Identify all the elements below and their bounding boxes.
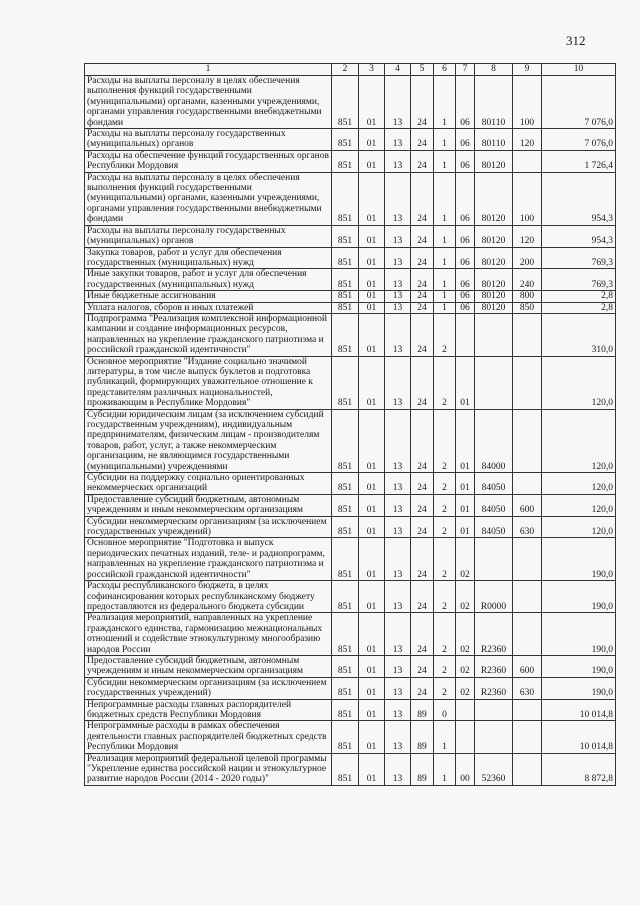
subsection-code: 13 <box>385 409 411 472</box>
section-code: 01 <box>359 302 385 313</box>
subprogram-code: 2 <box>434 313 456 356</box>
direction-code: R2360 <box>475 655 513 677</box>
ministry-code: 851 <box>332 269 359 291</box>
row-name: Закупка товаров, работ и услуг для обеспечения государственных (муниципальных) нужд <box>85 247 332 269</box>
column-header: 7 <box>456 64 475 76</box>
program-code: 89 <box>411 753 434 785</box>
section-code: 01 <box>359 613 385 656</box>
expense-type-code: 850 <box>513 302 542 313</box>
table-row <box>85 225 616 247</box>
event-code: 02 <box>456 613 475 656</box>
event-code: 06 <box>456 269 475 291</box>
row-amount: 190,0 <box>542 538 616 581</box>
row-amount: 954,3 <box>542 225 616 247</box>
section-code: 01 <box>359 473 385 495</box>
table-header-row <box>85 64 616 76</box>
row-amount: 120,0 <box>542 516 616 538</box>
event-code: 06 <box>456 291 475 302</box>
row-name: Субсидии юридическим лицам (за исключением субсидий государственным учреждениям), индивидуальным предпринимателям, физическим лицам - производителям товаров, работ, услуг, а также некоммерческим организациям, не являющимся государственными (муниципальными) учреждениями <box>85 409 332 472</box>
ministry-code: 851 <box>332 473 359 495</box>
subsection-code: 13 <box>385 356 411 409</box>
subsection-code: 13 <box>385 753 411 785</box>
expense-type-code <box>513 699 542 721</box>
program-code: 24 <box>411 356 434 409</box>
event-code: 01 <box>456 516 475 538</box>
direction-code: 52360 <box>475 753 513 785</box>
section-code: 01 <box>359 247 385 269</box>
subsection-code: 13 <box>385 225 411 247</box>
program-code: 24 <box>411 172 434 225</box>
event-code: 06 <box>456 129 475 151</box>
section-code: 01 <box>359 269 385 291</box>
subprogram-code: 1 <box>434 225 456 247</box>
subsection-code: 13 <box>385 269 411 291</box>
subprogram-code: 1 <box>434 269 456 291</box>
table-row <box>85 129 616 151</box>
subprogram-code: 1 <box>434 129 456 151</box>
subsection-code: 13 <box>385 538 411 581</box>
subprogram-code: 2 <box>434 655 456 677</box>
program-code: 24 <box>411 409 434 472</box>
subsection-code: 13 <box>385 655 411 677</box>
section-code: 01 <box>359 538 385 581</box>
subprogram-code: 1 <box>434 302 456 313</box>
subprogram-code: 1 <box>434 76 456 129</box>
budget-table <box>84 63 616 786</box>
row-amount: 7 076,0 <box>542 129 616 151</box>
program-code: 89 <box>411 721 434 753</box>
ministry-code: 851 <box>332 356 359 409</box>
direction-code: 84000 <box>475 409 513 472</box>
subsection-code: 13 <box>385 581 411 613</box>
subprogram-code: 1 <box>434 247 456 269</box>
row-name: Непрограммные расходы главных распорядителей бюджетных средств Республики Мордовия <box>85 699 332 721</box>
event-code: 06 <box>456 247 475 269</box>
table-row <box>85 581 616 613</box>
row-name: Подпрограмма "Реализация комплексной информационной кампании и создание информационных ресурсов, направленных на укрепление гражданского патриотизма и российской гражданской идентичности" <box>85 313 332 356</box>
program-code: 24 <box>411 247 434 269</box>
subprogram-code: 1 <box>434 721 456 753</box>
row-name: Расходы республиканского бюджета, в целях софинансирования которых республиканскому бюджету предоставляются из федерального бюджета субсидии <box>85 581 332 613</box>
direction-code <box>475 538 513 581</box>
column-header: 4 <box>385 64 411 76</box>
column-header: 1 <box>85 64 332 76</box>
row-name: Уплата налогов, сборов и иных платежей <box>85 302 332 313</box>
ministry-code: 851 <box>332 753 359 785</box>
row-name: Предоставление субсидий бюджетным, автономным учреждениям и иным некоммерческим организациям <box>85 655 332 677</box>
row-name: Расходы на выплаты персоналу в целях обеспечения выполнения функций государственными (муниципальными) органами, казенными учреждениями, органами управления государственными внебюджетными фондами <box>85 76 332 129</box>
direction-code <box>475 356 513 409</box>
program-code: 24 <box>411 655 434 677</box>
event-code: 01 <box>456 494 475 516</box>
program-code: 24 <box>411 150 434 172</box>
program-code: 24 <box>411 129 434 151</box>
row-name: Непрограммные расходы в рамках обеспечения деятельности главных распорядителей бюджетных средств Республики Мордовия <box>85 721 332 753</box>
row-name: Реализация мероприятий федеральной целевой программы "Укрепление единства российской нации и этнокультурное развитие народов России (2014 - 2020 годы)" <box>85 753 332 785</box>
section-code: 01 <box>359 409 385 472</box>
table-row <box>85 247 616 269</box>
program-code: 24 <box>411 473 434 495</box>
subsection-code: 13 <box>385 494 411 516</box>
subsection-code: 13 <box>385 172 411 225</box>
ministry-code: 851 <box>332 313 359 356</box>
subsection-code: 13 <box>385 473 411 495</box>
section-code: 01 <box>359 291 385 302</box>
row-amount: 190,0 <box>542 677 616 699</box>
expense-type-code: 120 <box>513 129 542 151</box>
subprogram-code: 2 <box>434 677 456 699</box>
table-row <box>85 76 616 129</box>
subsection-code: 13 <box>385 721 411 753</box>
event-code <box>456 313 475 356</box>
subsection-code: 13 <box>385 129 411 151</box>
section-code: 01 <box>359 699 385 721</box>
budget-table-body <box>85 76 616 786</box>
subprogram-code: 0 <box>434 699 456 721</box>
subsection-code: 13 <box>385 150 411 172</box>
ministry-code: 851 <box>332 677 359 699</box>
row-amount: 190,0 <box>542 613 616 656</box>
subsection-code: 13 <box>385 302 411 313</box>
event-code: 02 <box>456 538 475 581</box>
subprogram-code: 2 <box>434 473 456 495</box>
table-row <box>85 721 616 753</box>
subprogram-code: 2 <box>434 581 456 613</box>
row-amount: 10 014,8 <box>542 721 616 753</box>
row-amount: 769,3 <box>542 247 616 269</box>
row-amount: 2,8 <box>542 302 616 313</box>
ministry-code: 851 <box>332 538 359 581</box>
row-amount: 769,3 <box>542 269 616 291</box>
subprogram-code: 2 <box>434 356 456 409</box>
direction-code: 84050 <box>475 494 513 516</box>
direction-code: 84050 <box>475 516 513 538</box>
event-code: 06 <box>456 302 475 313</box>
event-code: 01 <box>456 473 475 495</box>
row-name: Расходы на выплаты персоналу в целях обеспечения выполнения функций государственными (муниципальными) органами, казенными учреждениями, органами управления государственными внебюджетными фондами <box>85 172 332 225</box>
direction-code: 80120 <box>475 302 513 313</box>
direction-code: 80110 <box>475 76 513 129</box>
section-code: 01 <box>359 581 385 613</box>
row-name: Основное мероприятие "Издание социально значимой литературы, в том числе выпуск буклетов и подготовка публикаций, формирующих уважительное отношение к представителям различных национальностей, проживающим в Республике Мордовия" <box>85 356 332 409</box>
direction-code: 80120 <box>475 172 513 225</box>
program-code: 24 <box>411 581 434 613</box>
page-number: 312 <box>566 33 586 48</box>
direction-code <box>475 721 513 753</box>
event-code <box>456 699 475 721</box>
event-code: 06 <box>456 172 475 225</box>
direction-code: 80120 <box>475 150 513 172</box>
row-name: Иные закупки товаров, работ и услуг для обеспечения государственных (муниципальных) нужд <box>85 269 332 291</box>
section-code: 01 <box>359 356 385 409</box>
column-header: 3 <box>359 64 385 76</box>
subprogram-code: 2 <box>434 538 456 581</box>
expense-type-code: 800 <box>513 291 542 302</box>
event-code: 06 <box>456 76 475 129</box>
expense-type-code: 200 <box>513 247 542 269</box>
expense-type-code: 600 <box>513 655 542 677</box>
event-code: 01 <box>456 356 475 409</box>
row-amount: 2,8 <box>542 291 616 302</box>
direction-code: R2360 <box>475 677 513 699</box>
section-code: 01 <box>359 753 385 785</box>
column-header: 2 <box>332 64 359 76</box>
expense-type-code <box>513 721 542 753</box>
direction-code: R2360 <box>475 613 513 656</box>
event-code: 06 <box>456 150 475 172</box>
subsection-code: 13 <box>385 677 411 699</box>
subsection-code: 13 <box>385 516 411 538</box>
event-code: 02 <box>456 677 475 699</box>
expense-type-code: 630 <box>513 677 542 699</box>
subprogram-code: 1 <box>434 291 456 302</box>
ministry-code: 851 <box>332 225 359 247</box>
table-row <box>85 538 616 581</box>
table-row <box>85 150 616 172</box>
expense-type-code <box>513 313 542 356</box>
row-name: Субсидии на поддержку социально ориентированных некоммерческих организаций <box>85 473 332 495</box>
subsection-code: 13 <box>385 313 411 356</box>
expense-type-code <box>513 538 542 581</box>
event-code <box>456 721 475 753</box>
subsection-code: 13 <box>385 247 411 269</box>
ministry-code: 851 <box>332 655 359 677</box>
event-code: 06 <box>456 225 475 247</box>
expense-type-code <box>513 409 542 472</box>
direction-code: 80120 <box>475 291 513 302</box>
row-amount: 190,0 <box>542 655 616 677</box>
direction-code: R0000 <box>475 581 513 613</box>
subprogram-code: 1 <box>434 753 456 785</box>
program-code: 24 <box>411 538 434 581</box>
section-code: 01 <box>359 225 385 247</box>
ministry-code: 851 <box>332 516 359 538</box>
row-name: Иные бюджетные ассигнования <box>85 291 332 302</box>
row-name: Расходы на выплаты персоналу государственных (муниципальных) органов <box>85 225 332 247</box>
expense-type-code <box>513 356 542 409</box>
event-code: 00 <box>456 753 475 785</box>
section-code: 01 <box>359 677 385 699</box>
section-code: 01 <box>359 76 385 129</box>
program-code: 24 <box>411 313 434 356</box>
subprogram-code: 2 <box>434 494 456 516</box>
column-header: 10 <box>542 64 616 76</box>
ministry-code: 851 <box>332 494 359 516</box>
direction-code <box>475 313 513 356</box>
table-row <box>85 269 616 291</box>
subprogram-code: 2 <box>434 516 456 538</box>
expense-type-code <box>513 613 542 656</box>
table-row <box>85 409 616 472</box>
program-code: 24 <box>411 302 434 313</box>
row-amount: 310,0 <box>542 313 616 356</box>
expense-type-code: 240 <box>513 269 542 291</box>
ministry-code: 851 <box>332 699 359 721</box>
expense-type-code <box>513 473 542 495</box>
row-amount: 954,3 <box>542 172 616 225</box>
section-code: 01 <box>359 150 385 172</box>
expense-type-code: 120 <box>513 225 542 247</box>
subsection-code: 13 <box>385 76 411 129</box>
table-row <box>85 655 616 677</box>
event-code: 01 <box>456 409 475 472</box>
program-code: 24 <box>411 613 434 656</box>
program-code: 24 <box>411 225 434 247</box>
direction-code: 80120 <box>475 225 513 247</box>
table-row <box>85 172 616 225</box>
section-code: 01 <box>359 516 385 538</box>
direction-code: 80120 <box>475 247 513 269</box>
ministry-code: 851 <box>332 247 359 269</box>
subsection-code: 13 <box>385 291 411 302</box>
program-code: 24 <box>411 516 434 538</box>
expense-type-code: 600 <box>513 494 542 516</box>
table-row <box>85 613 616 656</box>
row-amount: 120,0 <box>542 409 616 472</box>
section-code: 01 <box>359 172 385 225</box>
expense-type-code <box>513 581 542 613</box>
expense-type-code <box>513 150 542 172</box>
row-amount: 10 014,8 <box>542 699 616 721</box>
table-row <box>85 494 616 516</box>
section-code: 01 <box>359 721 385 753</box>
subprogram-code: 2 <box>434 409 456 472</box>
table-row <box>85 753 616 785</box>
expense-type-code <box>513 753 542 785</box>
expense-type-code: 100 <box>513 76 542 129</box>
section-code: 01 <box>359 494 385 516</box>
row-amount: 1 726,4 <box>542 150 616 172</box>
program-code: 24 <box>411 291 434 302</box>
table-row <box>85 291 616 302</box>
table-row <box>85 699 616 721</box>
table-row <box>85 356 616 409</box>
ministry-code: 851 <box>332 150 359 172</box>
ministry-code: 851 <box>332 172 359 225</box>
program-code: 24 <box>411 269 434 291</box>
row-name: Субсидии некоммерческим организациям (за исключением государственных учреждений) <box>85 677 332 699</box>
direction-code: 80110 <box>475 129 513 151</box>
ministry-code: 851 <box>332 409 359 472</box>
ministry-code: 851 <box>332 581 359 613</box>
ministry-code: 851 <box>332 302 359 313</box>
direction-code: 80120 <box>475 269 513 291</box>
program-code: 89 <box>411 699 434 721</box>
table-row <box>85 677 616 699</box>
row-name: Реализация мероприятий, направленных на укрепление гражданского единства, гармонизацию межнациональных отношений и содействие этнокультурному многообразию народов России <box>85 613 332 656</box>
row-name: Предоставление субсидий бюджетным, автономным учреждениям и иным некоммерческим организациям <box>85 494 332 516</box>
program-code: 24 <box>411 677 434 699</box>
table-row <box>85 302 616 313</box>
table-row <box>85 313 616 356</box>
subprogram-code: 1 <box>434 150 456 172</box>
row-name: Расходы на выплаты персоналу государственных (муниципальных) органов <box>85 129 332 151</box>
ministry-code: 851 <box>332 291 359 302</box>
direction-code: 84050 <box>475 473 513 495</box>
table-row <box>85 473 616 495</box>
column-header: 8 <box>475 64 513 76</box>
section-code: 01 <box>359 313 385 356</box>
ministry-code: 851 <box>332 76 359 129</box>
row-name: Основное мероприятие "Подготовка и выпуск периодических печатных изданий, теле- и радиопрограмм, направленных на укрепление гражданского патриотизма и российской гражданской идентичности" <box>85 538 332 581</box>
subprogram-code: 1 <box>434 172 456 225</box>
column-header: 6 <box>434 64 456 76</box>
subprogram-code: 2 <box>434 613 456 656</box>
event-code: 02 <box>456 581 475 613</box>
section-code: 01 <box>359 655 385 677</box>
row-amount: 120,0 <box>542 356 616 409</box>
row-amount: 190,0 <box>542 581 616 613</box>
ministry-code: 851 <box>332 613 359 656</box>
program-code: 24 <box>411 76 434 129</box>
expense-type-code: 630 <box>513 516 542 538</box>
subsection-code: 13 <box>385 699 411 721</box>
row-name: Субсидии некоммерческим организациям (за исключением государственных учреждений) <box>85 516 332 538</box>
column-header: 9 <box>513 64 542 76</box>
expense-type-code: 100 <box>513 172 542 225</box>
ministry-code: 851 <box>332 721 359 753</box>
row-amount: 7 076,0 <box>542 76 616 129</box>
row-amount: 120,0 <box>542 473 616 495</box>
section-code: 01 <box>359 129 385 151</box>
program-code: 24 <box>411 494 434 516</box>
subsection-code: 13 <box>385 613 411 656</box>
ministry-code: 851 <box>332 129 359 151</box>
table-row <box>85 516 616 538</box>
row-amount: 120,0 <box>542 494 616 516</box>
direction-code <box>475 699 513 721</box>
event-code: 02 <box>456 655 475 677</box>
row-amount: 8 872,8 <box>542 753 616 785</box>
row-name: Расходы на обеспечение функций государственных органов Республики Мордовия <box>85 150 332 172</box>
column-header: 5 <box>411 64 434 76</box>
